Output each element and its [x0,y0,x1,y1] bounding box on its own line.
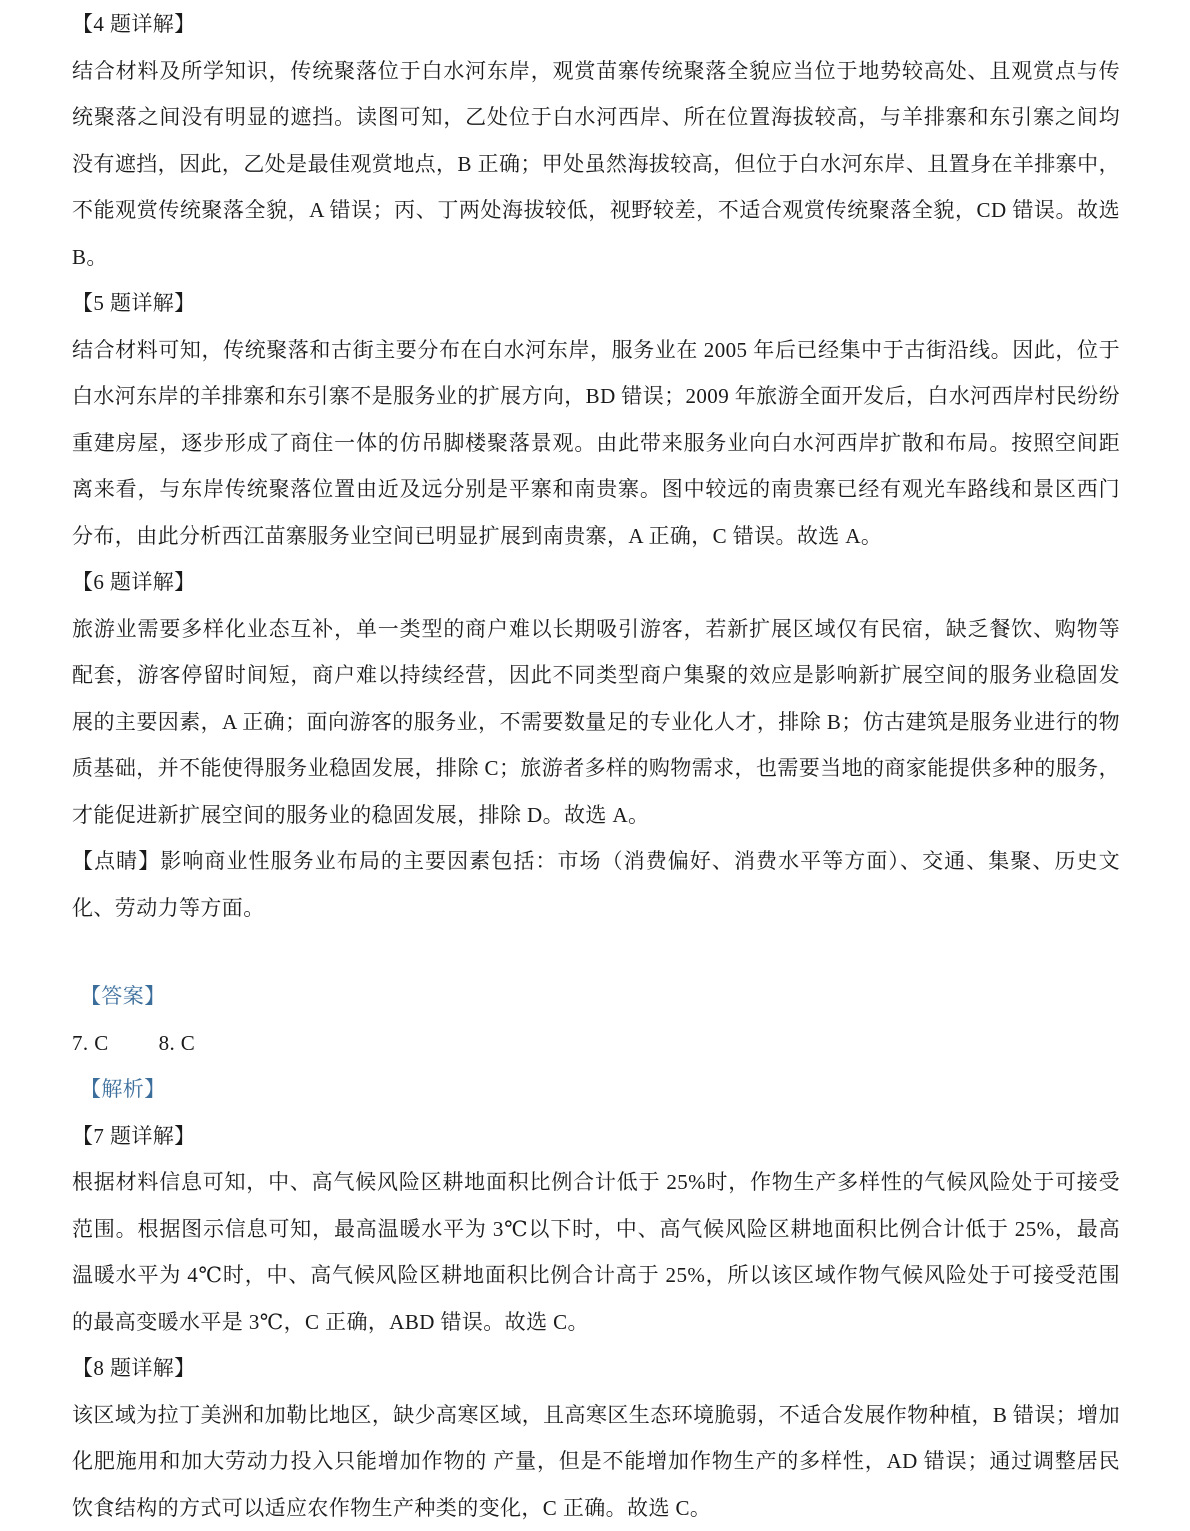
question-7-heading: 【7 题详解】 [72,1123,196,1148]
question-6-heading: 【6 题详解】 [72,570,196,594]
answer-q7: 7. C [72,1030,109,1055]
question-6-explanation: 旅游业需要多样化业态互补，单一类型的商户难以长期吸引游客，若新扩展区域仅有民宿，缺乏餐饮、购物等配套，游客停留时间短，商户难以持续经营，因此不同类型商户集聚的效应是影响新扩展空间的服务业稳固发展的主要因素，A 正确；面向游客的服务业，不需要数量足的专业化人才，排除 B；仿古建筑是服务业进行的物质基础，并不能使得服务业稳固发展，排除 C；旅游者多样的购物需求，也需要当地的商家能提供多种的服务，才能促进新扩展空间的服务业的稳固发展，排除 D。故选 A。 [72,616,1120,827]
key-tip-paragraph: 【点睛】影响商业性服务业布局的主要因素包括：市场（消费偏好、消费水平等方面）、交通、集聚、历史文化、劳动力等方面。 [72,849,1120,920]
question-5-heading: 【5 题详解】 [72,291,196,315]
question-8-explanation: 该区域为拉丁美洲和加勒比地区，缺少高寒区域，且高寒区生态环境脆弱，不适合发展作物种植，B 错误；增加化肥施用和加大劳动力投入只能增加作物的 产量，但是不能增加作物生产的多样性，AD 错误；通过调整居民饮食结构的方式可以适应农作物生产种类的变化，C 正确。故选 C。 [72,1402,1120,1520]
question-4-explanation: 结合材料及所学知识，传统聚落位于白水河东岸，观赏苗寨传统聚落全貌应当位于地势较高处、且观赏点与传统聚落之间没有明显的遮挡。读图可知，乙处位于白水河西岸、所在位置海拔较高，与羊排寨和东引寨之间均没有遮挡，因此，乙处是最佳观赏地点，B 正确；甲处虽然海拔较高，但位于白水河东岸、且置身在羊排寨中，不能观赏传统聚落全貌，A 错误；丙、丁两处海拔较低，视野较差，不适合观赏传统聚落全貌，CD 错误。故选 B。 [72,58,1120,269]
blank-line-spacer [72,931,1120,973]
question-8-heading: 【8 题详解】 [72,1356,196,1380]
answer-q8: 8. C [158,1030,196,1055]
analysis-section-label: 【解析】 [80,1077,166,1101]
answer-section-label: 【答案】 [80,984,166,1008]
question-5-explanation: 结合材料可知，传统聚落和古街主要分布在白水河东岸，服务业在 2005 年后已经集中于古街沿线。因此，位于白水河东岸的羊排寨和东引寨不是服务业的扩展方向，BD 错误；2009 年旅游全面开发后，白水河西岸村民纷纷重建房屋，逐步形成了商住一体的仿吊脚楼聚落景观。由此带来服务业向白水河西岸扩散和布局。按照空间距离来看，与东岸传统聚落位置由近及远分别是平寨和南贵寨。图中较远的南贵寨已经有观光车路线和景区西门分布，由此分析西江苗寨服务业空间已明显扩展到南贵寨，A 正确，C 错误。故选 A。 [72,337,1120,548]
document-page [72,0,1120,1531]
question-4-heading: 【4 题详解】 [72,12,196,36]
answer-line [72,1020,1120,1067]
question-7-explanation: 根据材料信息可知，中、高气候风险区耕地面积比例合计低于 25%时，作物生产多样性的气候风险处于可接受范围。根据图示信息可知，最高温暖水平为 3℃以下时，中、高气候风险区耕地面积比例合计低于 25%，最高温暖水平为 4℃时，中、高气候风险区耕地面积比例合计高于 25%，所以该区域作物气候风险处于可接受范围的最高变暖水平是 3℃，C 正确，ABD 错误。故选 C。 [72,1170,1120,1334]
